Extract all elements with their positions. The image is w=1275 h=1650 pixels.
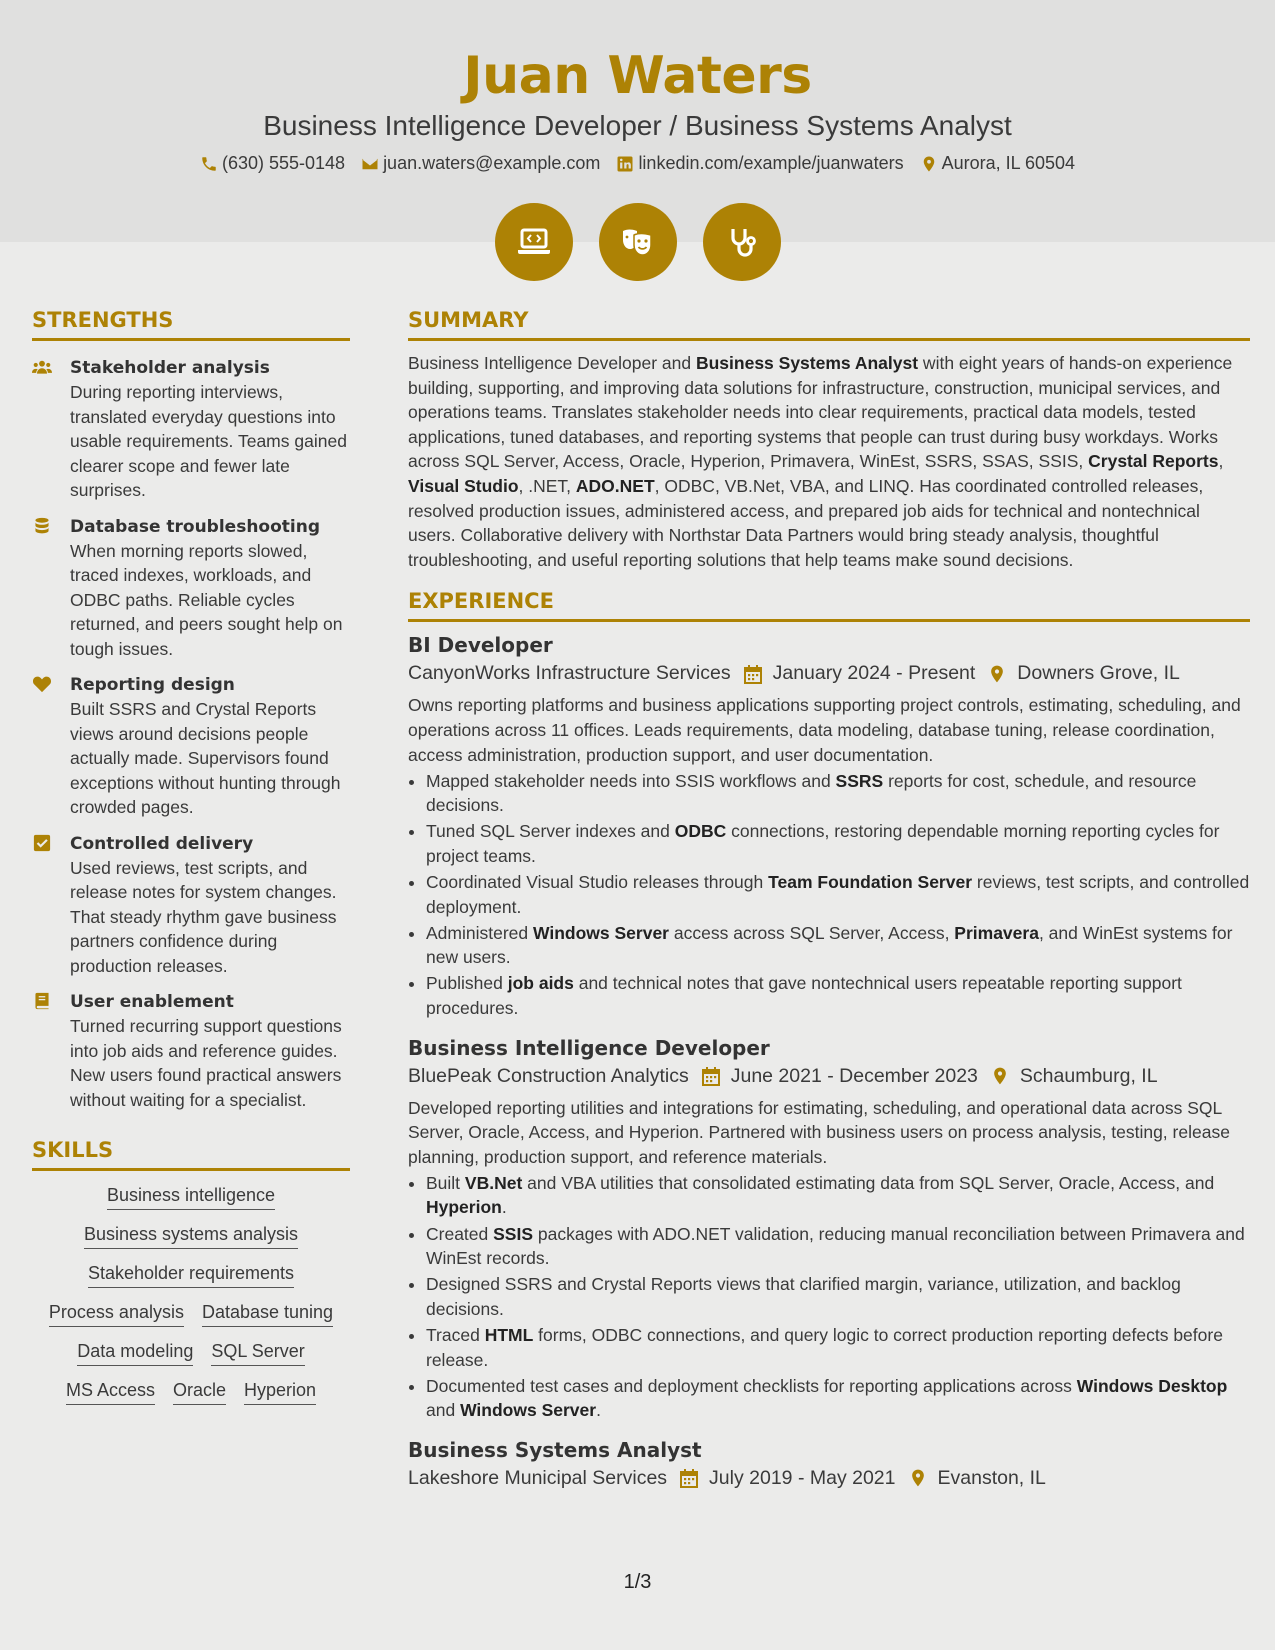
skill-tag: Database tuning <box>202 1302 333 1327</box>
strength-item <box>32 356 350 503</box>
skill-tag: SQL Server <box>211 1341 304 1366</box>
job-location: Downers Grove, IL <box>1017 662 1180 685</box>
map-marker-icon <box>908 1468 928 1488</box>
job-title: Business Systems Analyst <box>408 1437 702 1462</box>
text-run: Coordinated Visual Studio releases through <box>426 872 769 892</box>
stethoscope-icon <box>703 203 781 281</box>
job-description: Owns reporting platforms and business applications supporting project controls, estimating, scheduling, and operations across 11 offices. Leads requirements, data modeling, database tuning, release coordination, access administration, production support, and user documentation. <box>408 695 1241 765</box>
calendar-icon <box>679 1468 699 1488</box>
contact-bar <box>0 153 1275 174</box>
users-icon <box>32 358 52 376</box>
laptop-code-icon <box>495 203 573 281</box>
job-bullet <box>426 870 1250 919</box>
strength-title: Controlled delivery <box>70 833 254 854</box>
summary-heading: SUMMARY <box>408 308 1250 341</box>
skills-heading: SKILLS <box>32 1138 350 1171</box>
strength-item <box>32 990 350 1112</box>
strengths-list <box>32 356 350 1112</box>
experience-heading: EXPERIENCE <box>408 589 1250 622</box>
bold-text: ADO.NET <box>575 475 655 496</box>
map-marker-icon <box>920 155 938 173</box>
text-run: Built <box>426 1172 465 1193</box>
job-description: Developed reporting utilities and integrations for estimating, scheduling, and operational data across SQL Server, Oracle, Access, and Hyperion. Partnered with business users on process analysis, testing, release planning, production support, and reference materials. <box>408 1097 1230 1167</box>
skill-tag: Stakeholder requirements <box>88 1263 294 1288</box>
text-run: access across SQL Server, Access, <box>669 922 955 943</box>
bold-text: Primavera <box>954 922 1039 943</box>
contact-email[interactable] <box>361 153 600 174</box>
text-run: , and WinEst systems for new users. <box>426 922 1233 968</box>
job-dates: July 2019 - May 2021 <box>709 1466 896 1489</box>
right-column <box>408 308 1250 1490</box>
bold-text: Windows Server <box>460 1400 597 1421</box>
text-run: Designed SSRS and Crystal Reports views that clarified margin, variance, utilization, and backlog decisions. <box>426 1274 1181 1319</box>
left-column <box>32 308 350 1405</box>
job-location: Evanston, IL <box>937 1466 1046 1489</box>
bold-text: Hyperion <box>426 1197 502 1218</box>
text-run: reports for cost, schedule, and resource decisions. <box>426 770 1197 816</box>
linkedin-icon <box>616 155 634 173</box>
database-icon <box>32 517 52 535</box>
contact-linkedin-text: linkedin.com/example/juanwaters <box>638 153 904 173</box>
map-marker-icon <box>990 1066 1010 1086</box>
bold-text: Windows Server <box>533 922 669 943</box>
job-bullets <box>426 769 1250 1021</box>
theater-masks-icon <box>599 203 677 281</box>
bold-text: HTML <box>484 1324 534 1345</box>
summary-text <box>408 351 1250 572</box>
experience-list <box>408 630 1250 1489</box>
envelope-icon <box>361 155 379 173</box>
page-number: 1/3 <box>623 1571 652 1593</box>
job-meta <box>408 662 1250 685</box>
job-title: BI Developer <box>408 633 553 658</box>
interest-badges <box>0 203 1275 281</box>
book-icon <box>32 992 52 1010</box>
job-meta <box>408 1065 1250 1088</box>
text-run: forms, ODBC connections, and query logic to correct production reporting defects before release. <box>426 1324 1223 1370</box>
job-title: Business Intelligence Developer <box>408 1035 770 1060</box>
job-bullet <box>426 769 1250 818</box>
heart-icon <box>32 675 52 693</box>
bold-text: Crystal Reports <box>1088 451 1219 472</box>
text-run: Documented test cases and deployment checklists for reporting applications across <box>426 1375 1077 1396</box>
text-run: and <box>426 1400 461 1421</box>
bold-text: Team Foundation Server <box>768 872 973 892</box>
skill-tag: Business systems analysis <box>84 1224 298 1249</box>
job-bullet <box>426 1222 1250 1271</box>
job-entry <box>408 1033 1250 1423</box>
job-bullet <box>426 819 1250 868</box>
text-run: reviews, test scripts, and controlled deployment. <box>426 872 1250 917</box>
bold-text: job aids <box>507 973 574 994</box>
contact-phone-text: (630) 555-0148 <box>221 153 346 173</box>
job-meta <box>408 1467 1250 1490</box>
strength-item <box>32 515 350 662</box>
skill-tag: MS Access <box>66 1380 155 1405</box>
contact-location <box>920 153 1075 174</box>
text-run: Mapped stakeholder needs into SSIS workflows and <box>426 770 836 791</box>
bold-text: VB.Net <box>464 1172 523 1193</box>
text-run: , .NET, <box>518 475 576 496</box>
job-bullet <box>426 921 1250 970</box>
skill-tag: Hyperion <box>244 1380 316 1405</box>
strength-title: User enablement <box>70 992 234 1012</box>
strength-title: Database troubleshooting <box>70 516 321 537</box>
bold-text: SSIS <box>493 1223 534 1244</box>
strength-item <box>32 832 350 979</box>
text-run: and VBA utilities that consolidated estimating data from SQL Server, Oracle, Access, and <box>522 1172 1215 1193</box>
skills-list <box>32 1185 350 1405</box>
bold-text: ODBC <box>674 821 727 842</box>
text-run: Published <box>426 973 508 994</box>
job-company: CanyonWorks Infrastructure Services <box>408 662 731 685</box>
text-run: Administered <box>426 922 533 943</box>
job-bullet <box>426 1171 1250 1220</box>
strength-desc: Built SSRS and Crystal Reports views around decisions people actually made. Supervisors found exceptions without hunting through crowded pages. <box>70 699 341 817</box>
candidate-name: Juan Waters <box>463 46 812 106</box>
strength-desc: During reporting interviews, translated everyday questions into usable requirements. Teams gained clearer scope and fewer late surprises. <box>70 382 347 500</box>
strength-item <box>32 673 350 820</box>
job-bullet <box>426 1323 1250 1372</box>
text-run: packages with ADO.NET validation, reducing manual reconciliation between Primavera and WinEst records. <box>426 1223 1245 1269</box>
bold-text: Visual Studio <box>408 475 519 496</box>
job-bullet <box>426 1272 1250 1321</box>
calendar-icon <box>701 1066 721 1086</box>
strength-desc: When morning reports slowed, traced indexes, workloads, and ODBC paths. Reliable cycles returned, and peers sought help on tough issues. <box>70 540 343 659</box>
bold-text: Windows Desktop <box>1076 1375 1228 1396</box>
text-run: , ODBC, VB.Net, VBA, and LINQ. Has coordinated controlled releases, resolved production issues, administered access, and prepared job aids for technical and nontechnical users. Collaborative delivery with Northstar Data Partners would bring steady analysis, thoughtful troubleshooting, and useful reporting solutions that help teams make sound decisions. <box>408 475 1204 570</box>
bold-text: SSRS <box>835 770 884 791</box>
job-entry <box>408 1435 1250 1490</box>
job-bullet <box>426 971 1250 1020</box>
candidate-role: Business Intelligence Developer / Business Systems Analyst <box>263 110 1012 141</box>
skill-tag: Data modeling <box>77 1341 193 1366</box>
text-run: , <box>1218 451 1224 472</box>
text-run: Tuned SQL Server indexes and <box>426 821 675 842</box>
text-run: connections, restoring dependable morning reporting cycles for project teams. <box>426 821 1220 866</box>
text-run: with eight years of hands-on experience building, supporting, and improving data solutions for infrastructure, construction, municipal services, and operations teams. Translates stakeholder needs into clear requirements, practical data models, tested applications, tuned databases, and reporting systems that people can trust during busy workdays. Works across SQL Server, Access, Oracle, Hyperion, Primavera, WinEst, SSRS, SSAS, SSIS, <box>408 353 1233 472</box>
job-location: Schaumburg, IL <box>1019 1064 1158 1087</box>
job-company: BluePeak Construction Analytics <box>408 1064 689 1087</box>
text-run: . <box>501 1197 507 1218</box>
job-company: Lakeshore Municipal Services <box>408 1466 668 1489</box>
strength-desc: Used reviews, test scripts, and release notes for system changes. That steady rhythm gave business partners confidence during production releases. <box>70 857 337 976</box>
job-entry <box>408 630 1250 1020</box>
bold-text: Business Systems Analyst <box>695 353 919 373</box>
skill-tag: Oracle <box>173 1380 226 1405</box>
strength-title: Reporting design <box>70 675 235 695</box>
strength-title: Stakeholder analysis <box>70 358 270 378</box>
text-run: Created <box>426 1223 494 1244</box>
strength-desc: Turned recurring support questions into job aids and reference guides. New users found practical answers without waiting for a specialist. <box>70 1016 342 1110</box>
check-square-icon <box>32 834 52 852</box>
job-dates: June 2021 - December 2023 <box>730 1064 978 1087</box>
strengths-heading: STRENGTHS <box>32 308 350 341</box>
job-bullet <box>426 1374 1250 1423</box>
job-dates: January 2024 - Present <box>772 662 976 685</box>
skill-tag: Business intelligence <box>107 1185 275 1210</box>
contact-email-text: juan.waters@example.com <box>383 153 601 173</box>
map-marker-icon <box>987 664 1007 684</box>
job-bullets <box>426 1171 1250 1423</box>
text-run: . <box>596 1400 601 1421</box>
text-run: and technical notes that gave nontechnical users repeatable reporting support procedures. <box>426 973 1182 1018</box>
phone-icon <box>200 155 218 173</box>
text-run: Business Intelligence Developer and <box>408 353 696 373</box>
contact-phone[interactable] <box>200 153 345 174</box>
skill-tag: Process analysis <box>49 1302 184 1327</box>
contact-location-text: Aurora, IL 60504 <box>941 153 1076 173</box>
contact-linkedin[interactable] <box>616 153 903 174</box>
calendar-icon <box>743 664 763 684</box>
text-run: Traced <box>426 1324 485 1345</box>
